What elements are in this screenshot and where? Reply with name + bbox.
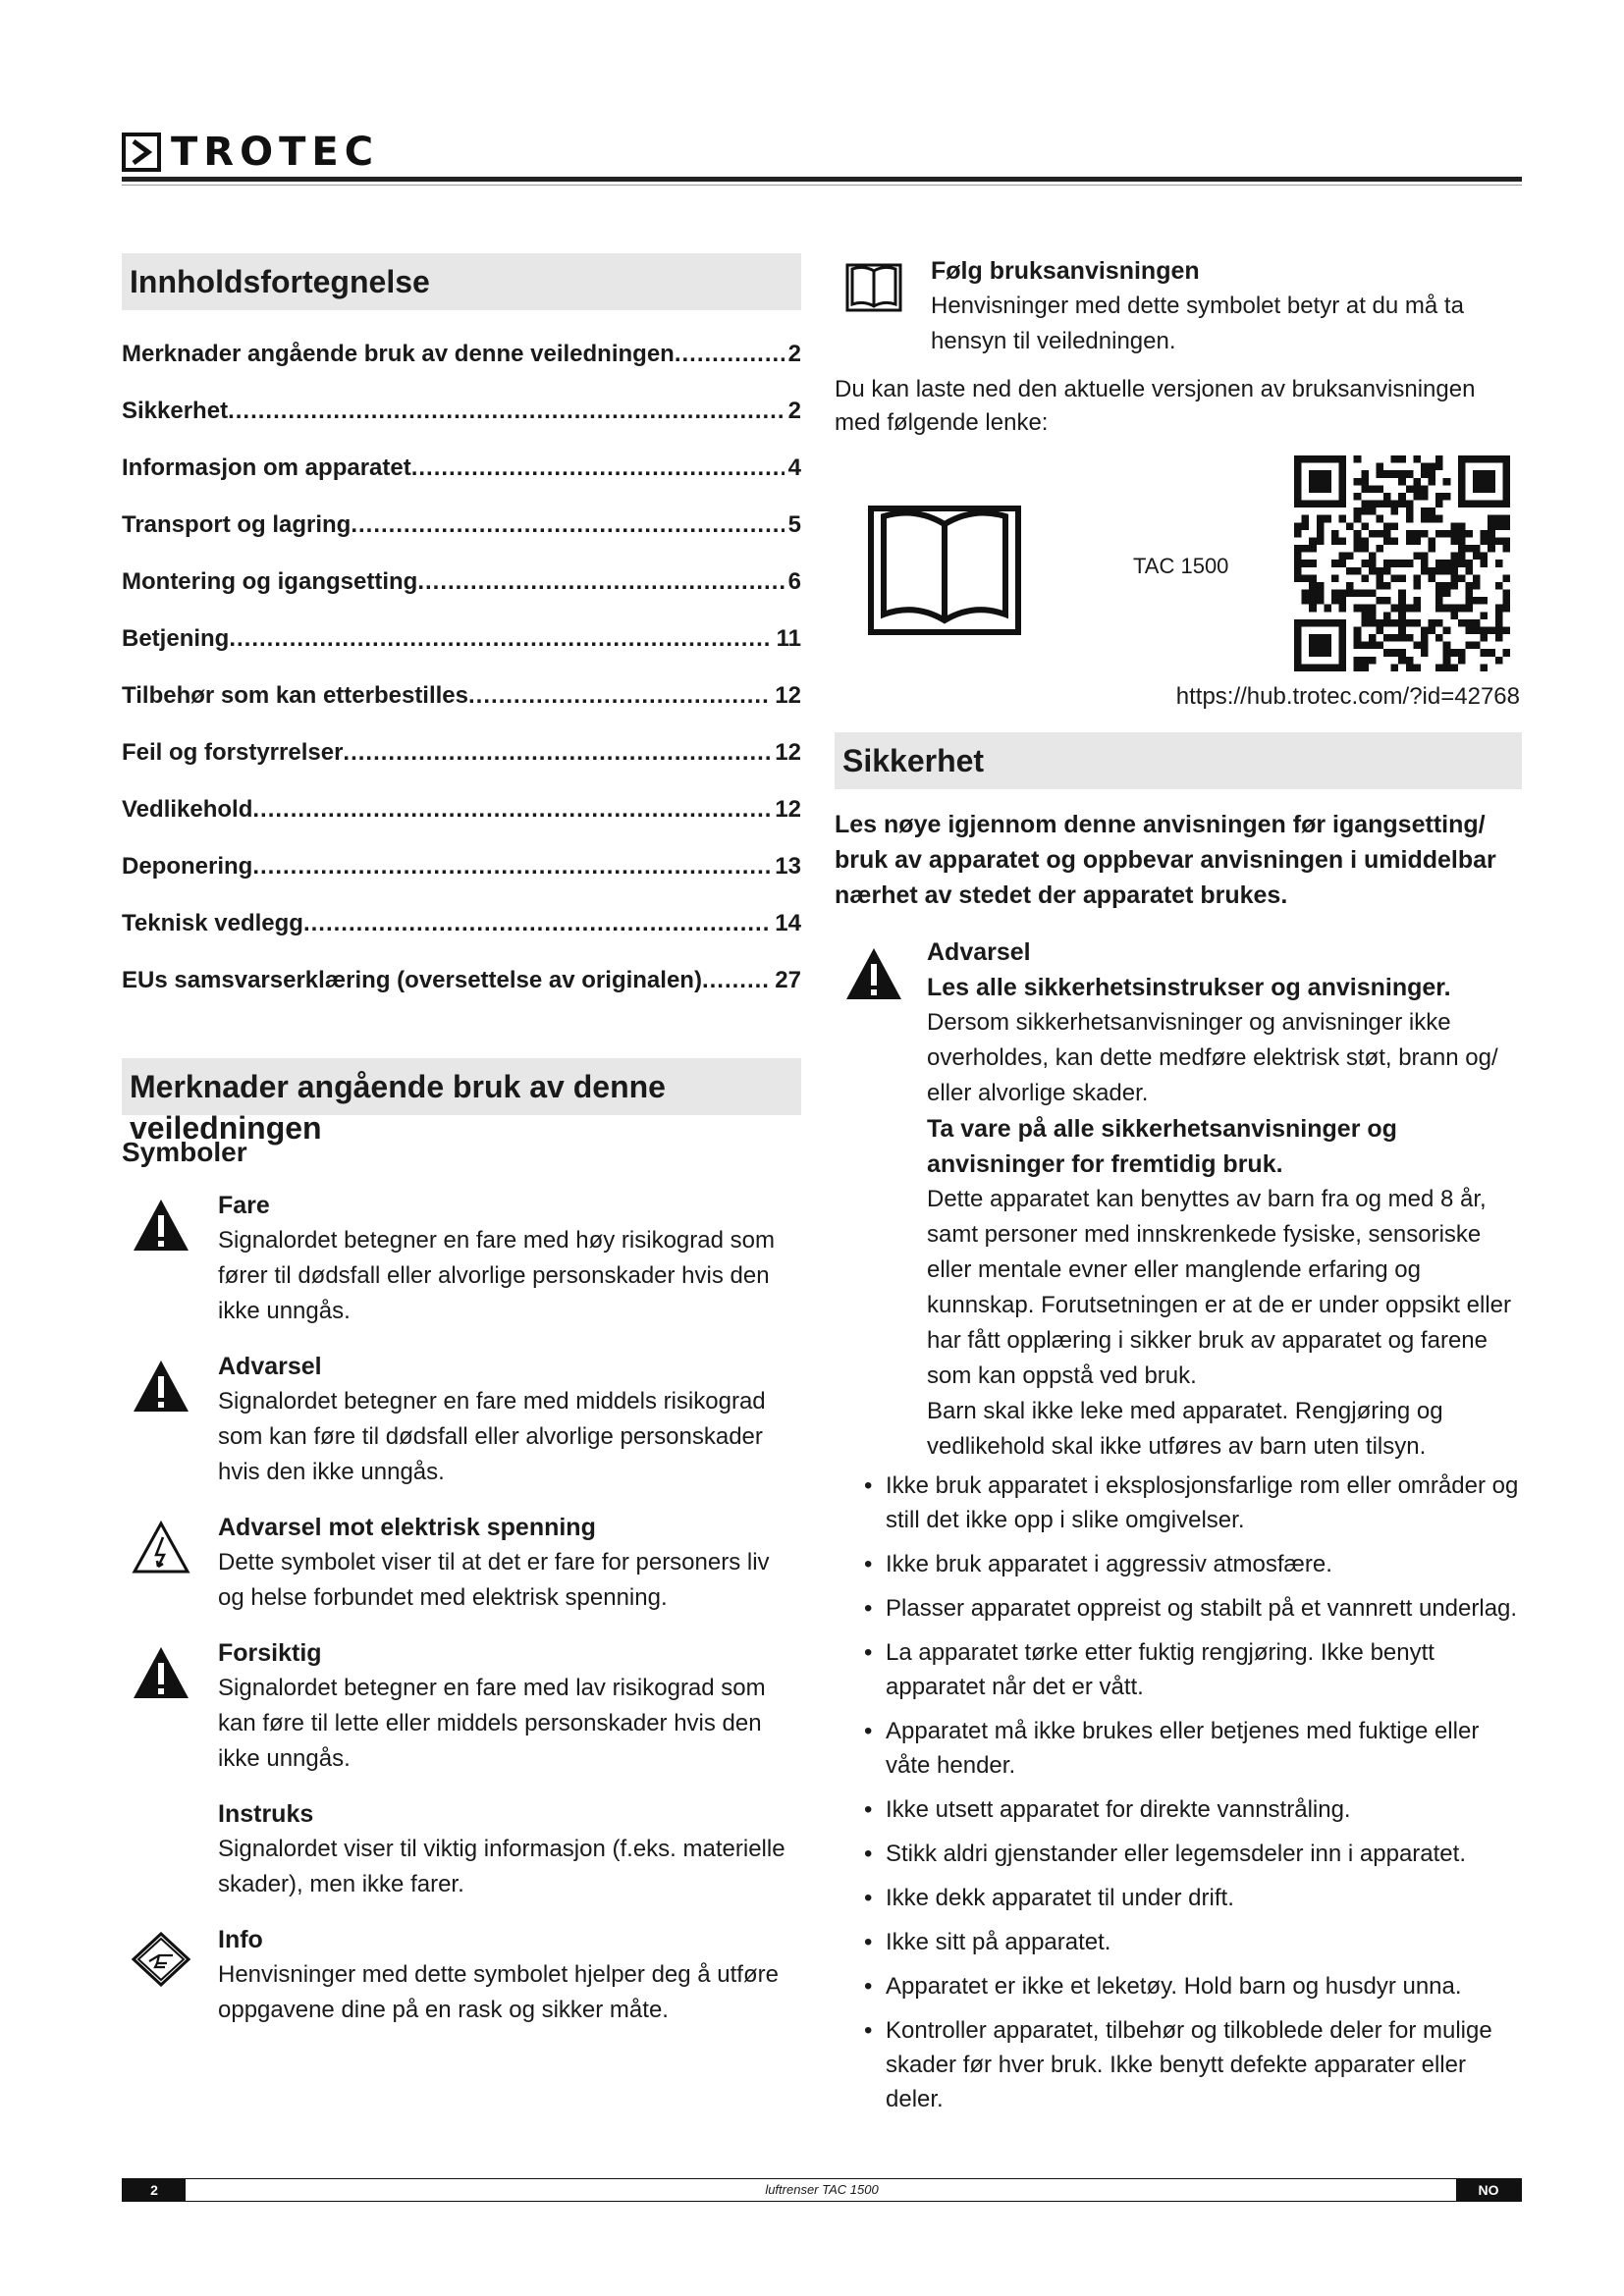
toc-entry-page: 5	[787, 511, 801, 538]
left-column	[122, 253, 801, 2028]
safety-bullet-item: • Kontroller apparatet, tilbehør og tilkoblede deler for mulige skader før hver bruk. Ikke benytt defekte apparater eller deler.	[835, 2013, 1522, 2116]
symbol-entry	[122, 1510, 801, 1616]
symbol-description: Signalordet viser til viktig informasjon (f.eks. materielle skader), men ikke farer.	[218, 1836, 785, 1897]
toc-entry-title: Betjening	[122, 625, 230, 652]
warning-text-2: Dette apparatet kan benyttes av barn fra og med 8 år, samt personer med innskrenkede fysiske, sensoriske eller mentale evner eller manglende erfaring og kunnskap. Forutsetningen er at de er under oppsikt eller har fått opplæring i sikker bruk av apparatet og farene som kan oppstå ved bruk.	[927, 1186, 1512, 1389]
toc-entry-page: 14	[775, 910, 801, 936]
toc-entry-page: 27	[775, 967, 801, 993]
right-column	[835, 253, 1522, 2126]
safety-intro: Les nøye igjennom denne anvisningen før igangsetting/ bruk av apparatet og oppbevar anvisningen i umiddelbar nærhet av stedet der apparatet brukes.	[835, 811, 1496, 909]
toc-leader-dots	[351, 511, 784, 539]
symbol-title: Forsiktig	[218, 1639, 322, 1667]
toc-leader-dots	[702, 967, 771, 994]
toc-entry[interactable]	[122, 724, 801, 781]
toc-entry[interactable]	[122, 383, 801, 440]
safety-bullet-item: • Apparatet er ikke et leketøy. Hold barn og husdyr unna.	[835, 1969, 1522, 2003]
footer-page-number: 2	[123, 2179, 186, 2201]
caution-triangle-icon	[132, 1645, 190, 1700]
toc-leader-dots	[343, 739, 771, 767]
symbol-entry	[122, 1796, 801, 1902]
trotec-logo	[122, 131, 379, 174]
download-text: Du kan laste ned den aktuelle versjonen av bruksanvisningen med følgende lenke:	[835, 376, 1476, 436]
safety-bullet-item: • Plasser apparatet oppreist og stabilt på et vannrett underlag.	[835, 1591, 1522, 1626]
toc-leader-dots	[675, 341, 785, 368]
manual-book-icon	[868, 499, 1021, 636]
toc-entry-title: Tilbehør som kan etterbestilles	[122, 682, 469, 709]
book-icon	[844, 259, 903, 314]
symbols-heading: Symboler	[122, 1137, 247, 1167]
symbol-description: Dette symbolet viser til at det er fare for personers liv og helse forbundet med elektrisk spenning.	[218, 1549, 770, 1611]
warning-text-3: Barn skal ikke leke med apparatet. Rengjøring og vedlikehold skal ikke utføres av barn uten tilsyn.	[927, 1398, 1443, 1460]
warning-triangle-icon	[844, 946, 903, 1001]
warning-subtitle-2: Ta vare på alle sikkerhetsanvisninger og anvisninger for fremtidig bruk.	[927, 1115, 1397, 1178]
toc-entry-title: Vedlikehold	[122, 796, 253, 823]
symbol-description: Henvisninger med dette symbolet hjelper deg å utføre oppgavene dine på en rask og sikker måte.	[218, 1961, 779, 2023]
table-of-contents	[122, 326, 801, 1009]
safety-bullet-item: • Ikke utsett apparatet for direkte vannstråling.	[835, 1792, 1522, 1827]
header-rule	[122, 177, 1522, 182]
toc-leader-dots	[303, 910, 771, 937]
warning-title: Advarsel	[927, 938, 1031, 966]
symbol-entry	[122, 1922, 801, 2028]
safety-bullet-item: • Apparatet må ikke brukes eller betjenes med fuktige eller våte hender.	[835, 1714, 1522, 1783]
logo-chevron-icon	[122, 133, 161, 172]
danger-triangle-icon	[132, 1198, 190, 1253]
toc-entry-title: Transport og lagring	[122, 511, 352, 538]
toc-entry[interactable]	[122, 440, 801, 497]
warning-triangle-icon	[132, 1359, 190, 1414]
symbol-title: Advarsel	[218, 1353, 322, 1380]
symbol-description: Signalordet betegner en fare med middels risikograd som kan føre til dødsfall eller alvorlige personskader hvis den ikke unngås.	[218, 1388, 766, 1485]
toc-entry-page: 12	[775, 682, 801, 709]
safety-bullet-item: • Ikke sitt på apparatet.	[835, 1925, 1522, 1959]
symbol-entry	[122, 1635, 801, 1777]
toc-entry-page: 6	[787, 568, 801, 595]
toc-leader-dots	[417, 568, 784, 596]
toc-leader-dots	[229, 625, 772, 653]
toc-entry-title: Montering og igangsetting	[122, 568, 418, 595]
symbol-entry	[122, 1349, 801, 1490]
symbol-entry	[122, 1188, 801, 1329]
toc-entry[interactable]	[122, 952, 801, 1009]
safety-warning	[835, 934, 1522, 1465]
manual-body: Henvisninger med dette symbolet betyr at du må ta hensyn til veiledningen.	[931, 293, 1464, 354]
toc-entry[interactable]	[122, 554, 801, 611]
safety-bullet-item: • Stikk aldri gjenstander eller legemsdeler inn i apparatet.	[835, 1837, 1522, 1871]
qr-model-label: TAC 1500	[1133, 554, 1229, 578]
toc-entry-title: Teknisk vedlegg	[122, 910, 303, 936]
manual-url[interactable]: https://hub.trotec.com/?id=42768	[1175, 683, 1520, 710]
footer-language: NO	[1456, 2179, 1521, 2201]
toc-entry-page: 2	[787, 341, 801, 367]
page-footer	[122, 2178, 1522, 2202]
symbol-title: Advarsel mot elektrisk spenning	[218, 1514, 596, 1541]
warning-subtitle-1: Les alle sikkerhetsinstrukser og anvisninger.	[927, 974, 1451, 1001]
toc-entry-title: Feil og forstyrrelser	[122, 739, 344, 766]
symbols-list	[122, 1188, 801, 2028]
toc-leader-dots	[252, 796, 771, 824]
electric-voltage-icon	[132, 1520, 190, 1575]
symbol-title: Fare	[218, 1192, 270, 1219]
toc-entry[interactable]	[122, 497, 801, 554]
toc-leader-dots	[228, 398, 785, 425]
qr-code[interactable]	[1294, 455, 1510, 671]
symbol-title: Instruks	[218, 1800, 314, 1828]
warning-text-1: Dersom sikkerhetsanvisninger og anvisninger ikke overholdes, kan dette medføre elektrisk støt, brann og/ eller alvorlige skader.	[927, 1009, 1498, 1106]
toc-leader-dots	[468, 682, 771, 710]
safety-heading: Sikkerhet	[835, 732, 1522, 789]
footer-title: luftrenser TAC 1500	[765, 2182, 879, 2197]
toc-entry[interactable]	[122, 895, 801, 952]
symbol-title: Info	[218, 1926, 263, 1953]
toc-entry-title: Sikkerhet	[122, 398, 229, 424]
symbol-description: Signalordet betegner en fare med høy risikograd som fører til dødsfall eller alvorlige personskader hvis den ikke unngås.	[218, 1227, 775, 1324]
toc-entry-page: 13	[775, 853, 801, 880]
header-rule-thin	[122, 185, 1522, 186]
toc-entry-title: Merknader angående bruk av denne veiledningen	[122, 341, 675, 367]
toc-entry-page: 12	[775, 739, 801, 766]
safety-bullet-item: • Ikke bruk apparatet i eksplosjonsfarlige rom eller områder og still det ikke opp i slike omgivelser.	[835, 1468, 1522, 1537]
brand-name: TROTEC	[171, 130, 380, 175]
safety-bullet-item: • Ikke bruk apparatet i aggressiv atmosfære.	[835, 1547, 1522, 1581]
toc-heading: Innholdsfortegnelse	[122, 253, 801, 310]
toc-entry-page: 12	[775, 796, 801, 823]
toc-entry[interactable]	[122, 667, 801, 724]
symbol-description: Signalordet betegner en fare med lav risikograd som kan føre til lette eller middels personskader hvis den ikke unngås.	[218, 1675, 766, 1772]
safety-bullet-item: • La apparatet tørke etter fuktig rengjøring. Ikke benytt apparatet når det er vått.	[835, 1635, 1522, 1704]
notes-heading: Merknader angående bruk av denne veiledningen	[122, 1058, 801, 1115]
toc-entry-page: 11	[776, 625, 801, 652]
toc-entry[interactable]	[122, 781, 801, 838]
safety-bullet-item: • Ikke dekk apparatet til under drift.	[835, 1881, 1522, 1915]
manual-notice	[835, 253, 1522, 359]
toc-leader-dots	[252, 853, 771, 881]
toc-entry-title: Deponering	[122, 853, 253, 880]
info-hand-icon	[132, 1932, 190, 1987]
toc-entry-page: 4	[787, 454, 801, 481]
qr-section	[835, 452, 1522, 719]
toc-entry[interactable]	[122, 838, 801, 895]
toc-entry[interactable]	[122, 326, 801, 383]
toc-entry-title: Informasjon om apparatet	[122, 454, 411, 481]
toc-entry[interactable]	[122, 611, 801, 667]
toc-leader-dots	[411, 454, 785, 482]
toc-entry-title: EUs samsvarserklæring (oversettelse av originalen)	[122, 967, 702, 993]
manual-title: Følg bruksanvisningen	[931, 257, 1200, 285]
safety-bullet-list	[835, 1468, 1522, 2116]
toc-entry-page: 2	[787, 398, 801, 424]
